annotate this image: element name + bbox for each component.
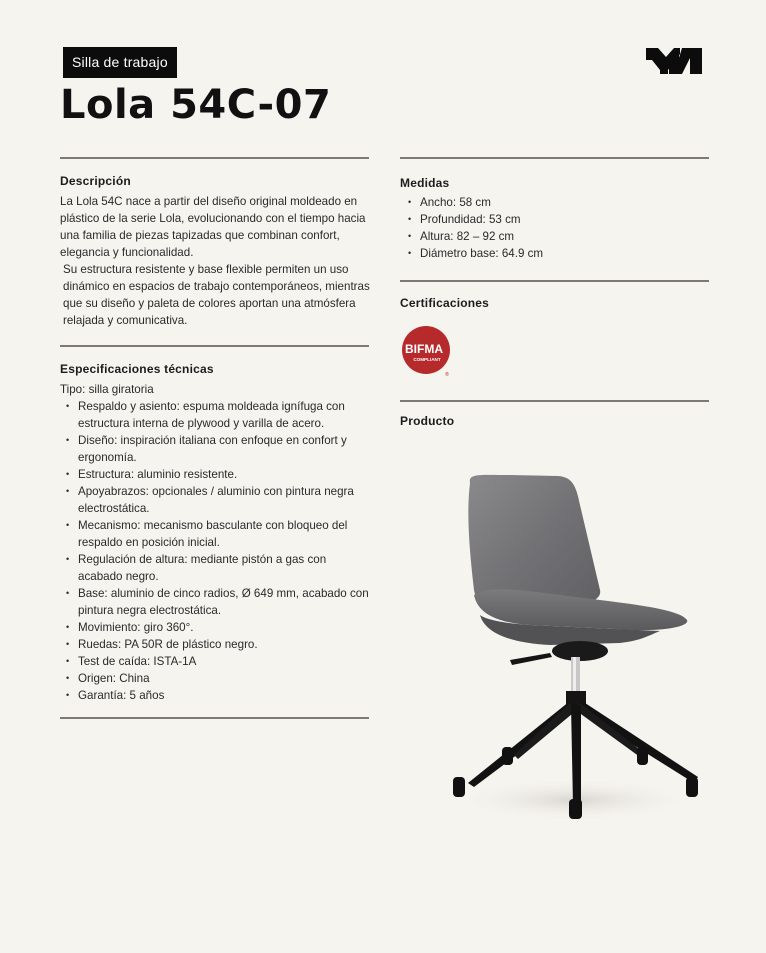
list-item: • Altura: 82 – 92 cm bbox=[402, 228, 702, 245]
list-item: • Movimiento: giro 360°. bbox=[60, 619, 370, 636]
list-item: • Estructura: aluminio resistente. bbox=[60, 466, 370, 483]
description-paragraph-2: Su estructura resistente y base flexible permiten un uso dinámico en espacios de trabajo contemporáneos, mientras que su diseño y paleta de colores aportan una atmósfera relajada y comunicativa. bbox=[63, 263, 370, 327]
badge-registered-mark: ® bbox=[445, 372, 449, 377]
list-item: • Apoyabrazos: opcionales / aluminio con pintura negra electrostática. bbox=[60, 483, 370, 517]
divider bbox=[400, 400, 709, 402]
description-text bbox=[60, 193, 370, 329]
list-item: • Ancho: 58 cm bbox=[402, 194, 702, 211]
specs-type: Tipo: silla giratoria bbox=[60, 383, 154, 396]
office-chair-image bbox=[440, 465, 710, 835]
divider bbox=[60, 717, 369, 719]
list-item: • Origen: China bbox=[60, 670, 370, 687]
description-paragraph-1: La Lola 54C nace a partir del diseño original moldeado en plástico de la serie Lola, evolucionando con el tiempo hacia una familia de piezas tapizadas que combinan confort, elegancia y funcionalidad. bbox=[60, 195, 366, 259]
divider bbox=[60, 345, 369, 347]
badge-main-text: BIFMA bbox=[405, 342, 443, 356]
list-item: • Profundidad: 53 cm bbox=[402, 211, 702, 228]
category-tag: Silla de trabajo bbox=[63, 47, 177, 78]
bifma-compliant-badge-icon bbox=[400, 325, 452, 377]
list-item: • Garantía: 5 años bbox=[60, 687, 370, 704]
divider bbox=[60, 157, 369, 159]
divider bbox=[400, 157, 709, 159]
list-item: • Regulación de altura: mediante pistón a gas con acabado negro. bbox=[60, 551, 370, 585]
measures-list bbox=[402, 194, 702, 262]
list-item: • Base: aluminio de cinco radios, Ø 649 mm, acabado con pintura negra electrostática. bbox=[60, 585, 370, 619]
specs-block bbox=[60, 381, 370, 704]
measures-heading: Medidas bbox=[400, 176, 450, 190]
specs-list bbox=[60, 398, 370, 704]
list-item: • Respaldo y asiento: espuma moldeada ignífuga con estructura interna de plywood y varilla de acero. bbox=[60, 398, 370, 432]
badge-sub-text: COMPLIANT bbox=[413, 357, 441, 362]
measures-block bbox=[402, 194, 702, 262]
page-title: Lola 54C-07 bbox=[60, 82, 332, 128]
list-item: • Diámetro base: 64.9 cm bbox=[402, 245, 702, 262]
description-heading: Descripción bbox=[60, 174, 131, 188]
list-item: • Test de caída: ISTA-1A bbox=[60, 653, 370, 670]
divider bbox=[400, 280, 709, 282]
product-heading: Producto bbox=[400, 414, 455, 428]
list-item: • Diseño: inspiración italiana con enfoque en confort y ergonomía. bbox=[60, 432, 370, 466]
list-item: • Mecanismo: mecanismo basculante con bloqueo del respaldo en posición inicial. bbox=[60, 517, 370, 551]
specs-heading: Especificaciones técnicas bbox=[60, 362, 214, 376]
brand-logo-icon bbox=[646, 48, 702, 74]
list-item: • Ruedas: PA 50R de plástico negro. bbox=[60, 636, 370, 653]
certifications-heading: Certificaciones bbox=[400, 296, 490, 310]
